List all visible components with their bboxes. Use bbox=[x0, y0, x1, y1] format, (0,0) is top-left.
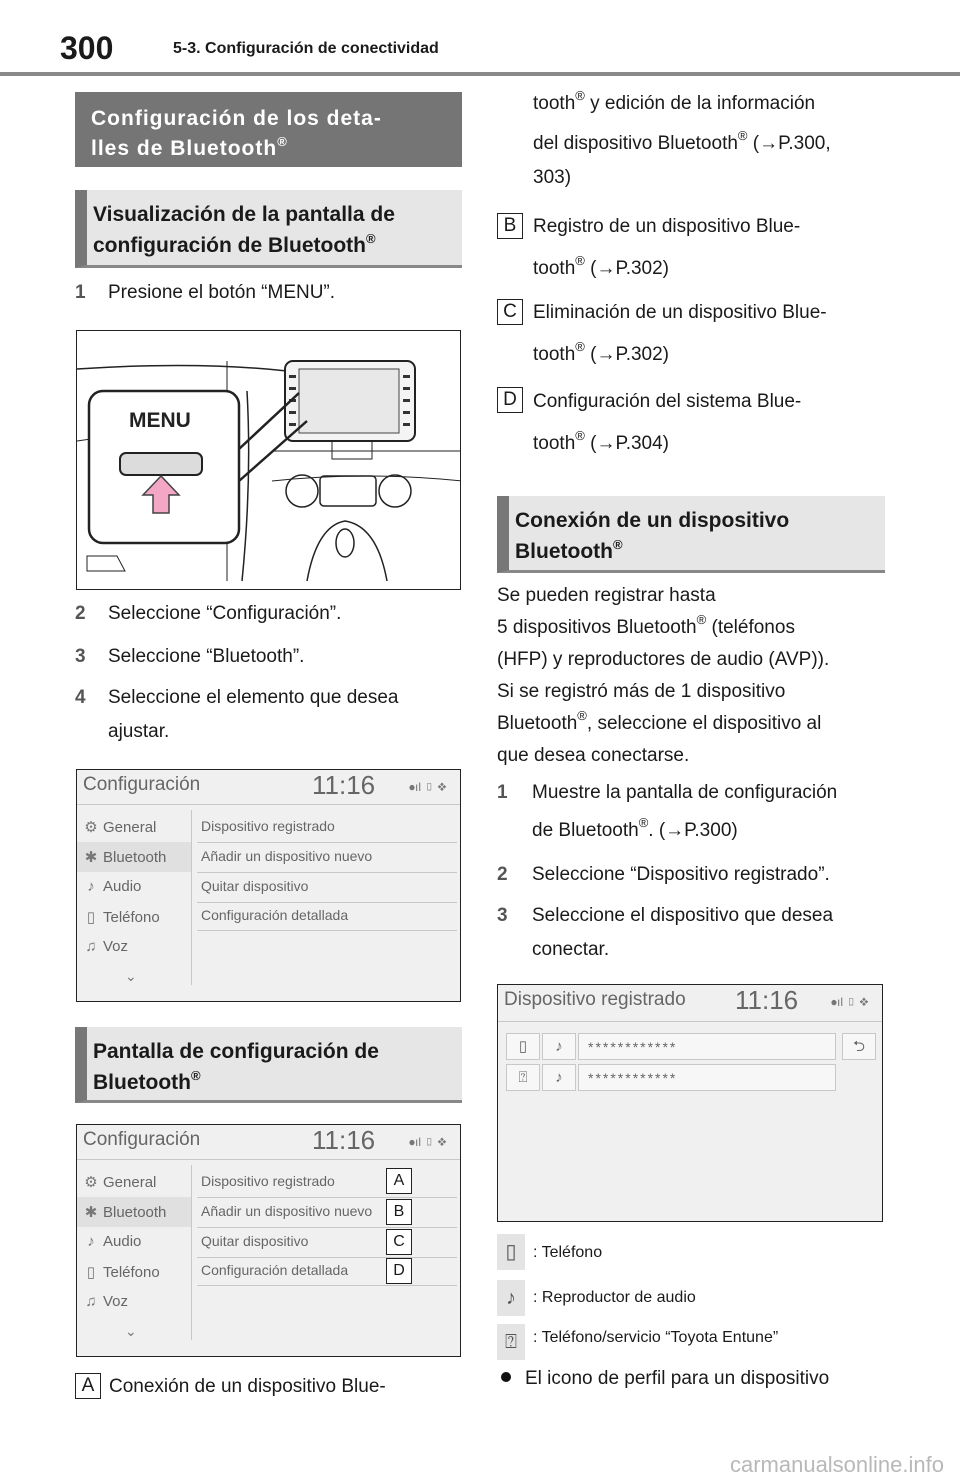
step-text: Muestre la pantalla de configuración bbox=[532, 782, 838, 803]
heading-line bbox=[91, 134, 446, 164]
heading-line bbox=[93, 230, 452, 261]
text-line bbox=[533, 427, 913, 461]
step-text: Seleccione el dispositivo que desea bbox=[532, 905, 834, 926]
bluetooth-icon: ✱ bbox=[84, 849, 98, 866]
status-icons: ⦁ıl ▯ ❖ bbox=[409, 780, 447, 794]
text: tooth bbox=[533, 93, 576, 114]
divider bbox=[191, 1165, 192, 1340]
settings-screen bbox=[76, 769, 461, 1002]
label-d: D bbox=[497, 387, 523, 413]
legend-text: : Teléfono/servicio “Toyota Entune” bbox=[533, 1329, 779, 1346]
menu-item-add-device[interactable]: Añadir un dispositivo nuevo bbox=[201, 1203, 373, 1219]
screen-clock: 11:16 bbox=[312, 770, 376, 800]
text-line: Registro de un dispositivo Blue- bbox=[533, 216, 801, 237]
step-number: 3 bbox=[75, 646, 86, 667]
registered-mark: ® bbox=[577, 708, 587, 723]
bullet-dot bbox=[501, 1372, 511, 1382]
text: (→P.304) bbox=[584, 433, 669, 454]
divider bbox=[197, 842, 457, 843]
phone-entune-icon: ⍰ bbox=[497, 1324, 525, 1360]
text: 5 dispositivos Bluetooth bbox=[497, 617, 697, 638]
step-number: 1 bbox=[497, 782, 508, 803]
divider bbox=[197, 1197, 457, 1198]
screen-title: Configuración bbox=[83, 1129, 201, 1150]
chevron-down-icon[interactable]: ⌄ bbox=[125, 1323, 137, 1339]
heading-text: Bluetooth bbox=[515, 540, 613, 563]
heading-line bbox=[93, 1067, 452, 1098]
watermark: carmanualsonline.info bbox=[729, 1452, 944, 1477]
side-label: Audio bbox=[103, 878, 142, 895]
section-heading-bluetooth-details bbox=[75, 92, 462, 167]
voice-icon: ♫ bbox=[85, 1293, 97, 1310]
registered-mark: ® bbox=[575, 253, 585, 268]
registered-mark: ® bbox=[277, 134, 288, 149]
divider bbox=[191, 810, 192, 985]
side-label: Audio bbox=[103, 1233, 142, 1250]
heading-line: Pantalla de configuración de bbox=[93, 1040, 379, 1063]
label-b: B bbox=[497, 213, 523, 239]
connect-step-3 bbox=[497, 899, 907, 969]
divider bbox=[197, 872, 457, 873]
step-text: Seleccione “Configuración”. bbox=[108, 603, 342, 624]
side-label: Teléfono bbox=[103, 909, 160, 926]
status-icons: ⦁ıl ▯ ❖ bbox=[831, 995, 869, 1009]
heading-line bbox=[515, 536, 875, 567]
page-number: 300 bbox=[60, 30, 114, 66]
music-note-icon: ♪ bbox=[87, 878, 95, 895]
side-item-phone[interactable] bbox=[83, 908, 160, 926]
menu-button-label: MENU bbox=[129, 409, 191, 432]
text-line: (HFP) y reproductores de audio (AVP)). bbox=[497, 649, 830, 670]
screen-title: Dispositivo registrado bbox=[504, 989, 686, 1010]
side-label: Bluetooth bbox=[103, 849, 167, 866]
step-number: 2 bbox=[497, 864, 508, 885]
subheading-connect-device bbox=[497, 496, 885, 573]
side-label: General bbox=[103, 819, 157, 836]
item-a-text: Conexión de un dispositivo Blue- bbox=[109, 1376, 386, 1397]
divider bbox=[197, 930, 457, 931]
step-number: 2 bbox=[75, 603, 86, 624]
registered-mark: ® bbox=[612, 537, 623, 552]
heading-line: Configuración de los deta- bbox=[91, 107, 382, 130]
text: tooth bbox=[533, 258, 576, 279]
step-text: Seleccione “Bluetooth”. bbox=[108, 646, 305, 667]
connect-step-1 bbox=[497, 776, 907, 848]
divider bbox=[77, 1159, 461, 1160]
settings-screen-annotated bbox=[76, 1124, 461, 1357]
heading-text: configuración de Bluetooth bbox=[93, 234, 366, 257]
header-rule bbox=[0, 72, 960, 76]
dashboard-illustration bbox=[77, 331, 461, 590]
gear-icon: ⚙ bbox=[84, 819, 98, 836]
menu-item-remove-device[interactable]: Quitar dispositivo bbox=[201, 1233, 309, 1249]
side-item-audio[interactable] bbox=[83, 1233, 141, 1250]
callout-a: A bbox=[386, 1168, 412, 1194]
text-line bbox=[533, 252, 913, 286]
side-label: Voz bbox=[103, 938, 129, 955]
text-line bbox=[533, 127, 913, 161]
phone-icon[interactable]: ▯ bbox=[506, 1033, 540, 1060]
chevron-down-icon[interactable]: ⌄ bbox=[125, 968, 137, 984]
menu-item-detailed-settings[interactable]: Configuración detallada bbox=[201, 907, 349, 923]
phone-icon: ▯ bbox=[86, 1264, 96, 1281]
heading-text: Bluetooth bbox=[93, 1071, 191, 1094]
side-label: General bbox=[103, 1174, 157, 1191]
music-note-icon: ♪ bbox=[87, 1233, 95, 1250]
back-icon[interactable]: ⮌ bbox=[842, 1033, 876, 1060]
divider bbox=[197, 902, 457, 903]
heading-line: Visualización de la pantalla de bbox=[93, 203, 395, 226]
text: del dispositivo Bluetooth bbox=[533, 133, 738, 154]
text: y edición de la información bbox=[584, 93, 816, 114]
side-item-bluetooth[interactable] bbox=[83, 848, 166, 866]
paragraph-limit bbox=[497, 580, 907, 772]
step-number: 1 bbox=[75, 282, 86, 303]
side-item-audio[interactable] bbox=[83, 878, 141, 895]
callout-d: D bbox=[386, 1258, 412, 1284]
step-number: 4 bbox=[75, 687, 86, 708]
registered-mark: ® bbox=[575, 428, 585, 443]
side-label: Teléfono bbox=[103, 1264, 160, 1281]
item-a-continued bbox=[533, 87, 913, 195]
phone-entune-icon[interactable]: ⍰ bbox=[506, 1064, 540, 1091]
side-label: Bluetooth bbox=[103, 1204, 167, 1221]
step-text: Seleccione “Dispositivo registrado”. bbox=[532, 864, 830, 885]
menu-item-registered-device[interactable]: Dispositivo registrado bbox=[201, 818, 335, 834]
music-note-icon[interactable]: ♪ bbox=[542, 1064, 576, 1091]
text: , seleccione el dispositivo al bbox=[586, 713, 822, 734]
section-title: 5-3. Configuración de conectividad bbox=[173, 40, 439, 57]
side-label: Voz bbox=[103, 1293, 129, 1310]
device-name-masked: ************ bbox=[588, 1039, 678, 1055]
voice-icon: ♫ bbox=[85, 938, 97, 955]
gear-icon: ⚙ bbox=[84, 1174, 98, 1191]
screen-title: Configuración bbox=[83, 774, 201, 795]
bluetooth-icon: ✱ bbox=[84, 1204, 98, 1221]
step-4 bbox=[75, 681, 465, 751]
step-number: 3 bbox=[497, 905, 508, 926]
text: de Bluetooth bbox=[532, 820, 639, 841]
screen-clock: 11:16 bbox=[735, 985, 799, 1015]
item-c-text bbox=[533, 296, 913, 372]
text-line: 303) bbox=[533, 167, 572, 188]
divider bbox=[77, 804, 461, 805]
step-text: ajustar. bbox=[108, 721, 170, 742]
registered-mark: ® bbox=[575, 339, 585, 354]
menu-item-registered-device[interactable]: Dispositivo registrado bbox=[201, 1173, 335, 1189]
divider bbox=[197, 1257, 457, 1258]
menu-item-detailed-settings[interactable]: Configuración detallada bbox=[201, 1262, 349, 1278]
heading-text: lles de Bluetooth bbox=[91, 137, 278, 160]
text-line: Configuración del sistema Blue- bbox=[533, 391, 802, 412]
heading-line: Conexión de un dispositivo bbox=[515, 509, 790, 532]
menu-item-add-device[interactable]: Añadir un dispositivo nuevo bbox=[201, 848, 373, 864]
screen-clock: 11:16 bbox=[312, 1125, 376, 1155]
text-line: que desea conectarse. bbox=[497, 745, 690, 766]
bullet-text: El icono de perfil para un dispositivo bbox=[525, 1368, 830, 1389]
phone-icon: ▯ bbox=[86, 909, 96, 926]
text: Bluetooth bbox=[497, 713, 578, 734]
page-header bbox=[0, 0, 960, 80]
text: (teléfonos bbox=[706, 617, 795, 638]
side-item-bluetooth[interactable] bbox=[83, 1203, 166, 1221]
text: (→P.300, bbox=[747, 133, 831, 154]
text: (→P.302) bbox=[584, 344, 669, 365]
phone-icon: ▯ bbox=[497, 1234, 525, 1270]
side-item-voice[interactable] bbox=[83, 1293, 128, 1310]
step-text: conectar. bbox=[532, 939, 610, 960]
text: tooth bbox=[533, 433, 576, 454]
text-line bbox=[497, 708, 907, 740]
registered-mark: ® bbox=[737, 128, 748, 143]
callout-b: B bbox=[386, 1199, 412, 1225]
divider bbox=[197, 1285, 457, 1286]
registered-mark: ® bbox=[575, 88, 585, 103]
item-b-text bbox=[533, 210, 913, 286]
side-item-general[interactable] bbox=[83, 818, 156, 836]
subheading-display-settings bbox=[75, 190, 462, 268]
legend-text: : Reproductor de audio bbox=[533, 1289, 696, 1306]
text: tooth bbox=[533, 344, 576, 365]
text-line bbox=[497, 612, 907, 644]
registered-mark: ® bbox=[190, 1068, 201, 1083]
side-item-voice[interactable] bbox=[83, 938, 128, 955]
registered-mark: ® bbox=[366, 231, 376, 246]
side-item-phone[interactable] bbox=[83, 1263, 160, 1281]
step-text bbox=[532, 814, 738, 848]
menu-item-remove-device[interactable]: Quitar dispositivo bbox=[201, 878, 309, 894]
side-item-general[interactable] bbox=[83, 1173, 156, 1191]
registered-mark: ® bbox=[638, 815, 649, 830]
text-line bbox=[533, 87, 913, 121]
label-c: C bbox=[497, 299, 523, 325]
subheading-bluetooth-settings-screen bbox=[75, 1027, 462, 1103]
divider bbox=[197, 1227, 457, 1228]
text-line: Eliminación de un dispositivo Blue- bbox=[533, 302, 827, 323]
step-text: Seleccione el elemento que desea bbox=[108, 687, 399, 708]
text-line: Si se registró más de 1 dispositivo bbox=[497, 681, 786, 702]
registered-device-screen bbox=[497, 984, 883, 1222]
registered-mark: ® bbox=[696, 612, 707, 627]
callout-c: C bbox=[386, 1229, 412, 1255]
dashboard-figure bbox=[76, 330, 461, 590]
item-d-text bbox=[533, 385, 913, 461]
label-a: A bbox=[75, 1373, 101, 1399]
status-icons: ⦁ıl ▯ ❖ bbox=[409, 1135, 447, 1149]
text-line: Se pueden registrar hasta bbox=[497, 585, 716, 606]
text-line bbox=[533, 338, 913, 372]
divider bbox=[498, 1021, 883, 1022]
legend-text: : Teléfono bbox=[533, 1244, 603, 1261]
device-name-masked: ************ bbox=[588, 1070, 678, 1086]
music-note-icon: ♪ bbox=[497, 1280, 525, 1316]
step-text: Presione el botón “MENU”. bbox=[108, 282, 336, 303]
text: (→P.302) bbox=[584, 258, 669, 279]
text: . (→P.300) bbox=[648, 820, 738, 841]
music-note-icon[interactable]: ♪ bbox=[542, 1033, 576, 1060]
